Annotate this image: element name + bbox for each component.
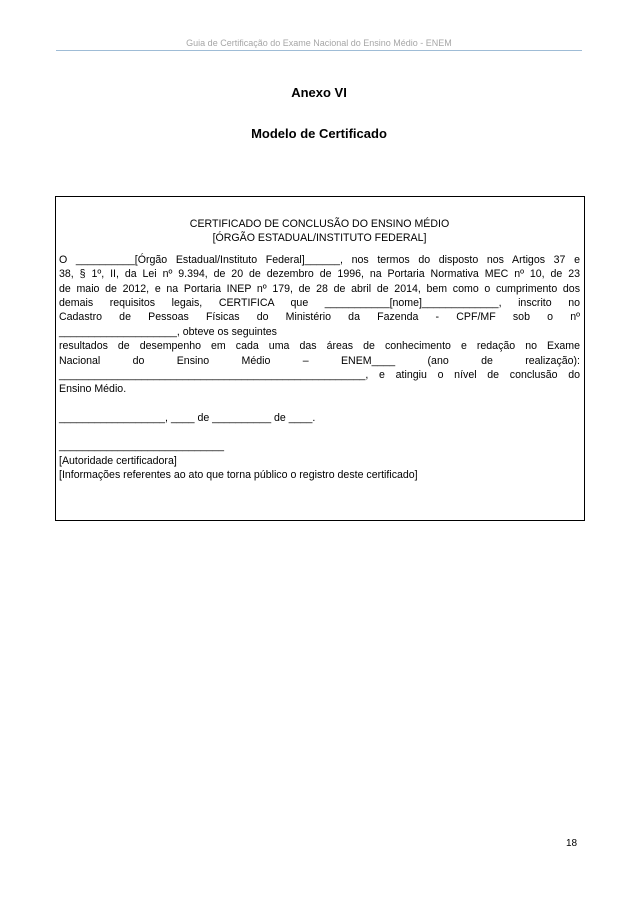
certificate-line: demais requisitos legais, CERTIFICA que ___________[nome]_____________, inscrito no	[59, 297, 580, 310]
certificate-line: ____________________, obteve os seguintes	[59, 325, 277, 338]
annex-title: Anexo VI	[291, 85, 347, 100]
certificate-title: CERTIFICADO DE CONCLUSÃO DO ENSINO MÉDIO	[189, 218, 450, 230]
page-number: 18	[566, 838, 578, 849]
spacer	[59, 425, 580, 439]
certificate-line: Cadastro de Pessoas Físicas do Ministério da Fazenda - CPF/MF sob o nº	[59, 311, 580, 324]
registration-info: [Informações referentes ao ato que torna público o registro deste certificado]	[59, 469, 418, 482]
certificate-line: Nacional do Ensino Médio – ENEM____ (ano de realização):	[59, 354, 580, 367]
certificate-line: ____________________________________________________, e atingiu o nível de conclusão do	[59, 369, 580, 382]
certificate-body	[59, 253, 580, 483]
certifying-authority: [Autoridade certificadora]	[59, 454, 177, 467]
certificate-box	[55, 196, 585, 521]
certificate-line: 38, § 1º, II, da Lei nº 9.394, de 20 de dezembro de 1996, na Portaria Normativa MEC nº 10, de 23	[59, 268, 580, 281]
header-divider	[56, 50, 582, 51]
certificate-line: O __________[Órgão Estadual/Instituto Federal]______, nos termos do disposto nos Artigos 37 e	[59, 253, 580, 266]
signature-line: ____________________________	[59, 440, 224, 453]
date-line: __________________, ____ de __________ de ____.	[59, 411, 316, 424]
certificate-line: Ensino Médio.	[59, 383, 127, 396]
certificate-line: de maio de 2012, e na Portaria INEP nº 179, de 28 de abril de 2014, bem como o cumprimento dos	[59, 282, 580, 295]
certificate-issuer: [ÓRGÃO ESTADUAL/INSTITUTO FEDERAL]	[212, 232, 427, 245]
model-title: Modelo de Certificado	[251, 126, 387, 141]
running-header: Guia de Certificação do Exame Nacional do Ensino Médio - ENEM	[186, 38, 452, 48]
spacer	[59, 397, 580, 411]
certificate-line: resultados de desempenho em cada uma das áreas de conhecimento e redação no Exame	[59, 340, 580, 353]
